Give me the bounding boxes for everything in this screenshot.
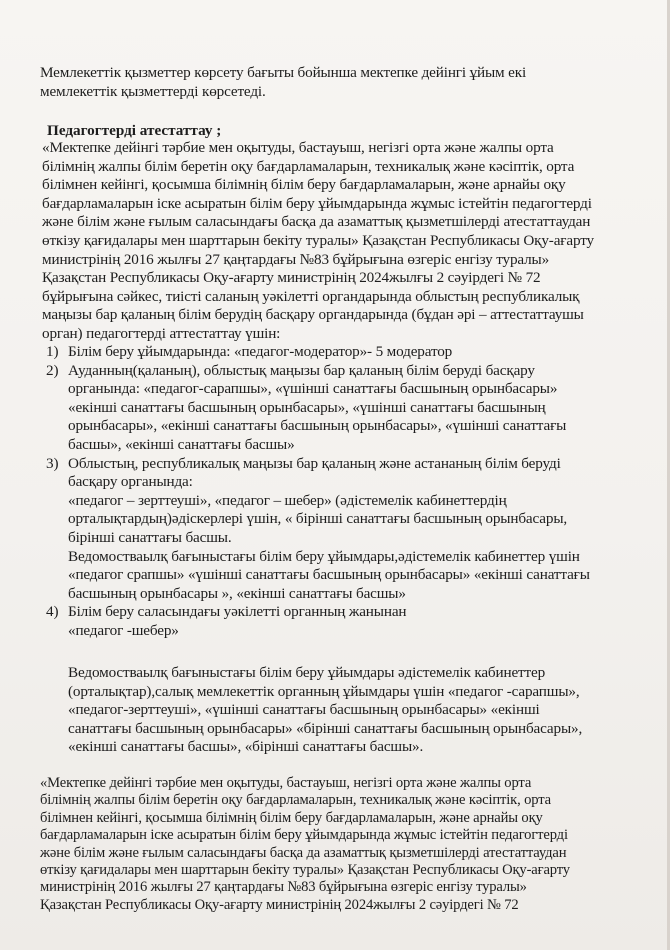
list-line: бірінші санаттағы басшы.	[68, 528, 232, 546]
intro-line: мемлекеттік қызметтерді көрсетеді.	[40, 82, 266, 100]
intro-line: Мемлекеттік қызметтер көрсету бағыты бойынша мектепке дейінгі ұйым екі	[40, 64, 527, 81]
paragraph-line: бағдарламаларын іске асыратын білім беру ұйымдарында жұмыс істейтін педагогтерді	[42, 194, 592, 212]
main-paragraph	[42, 139, 642, 344]
paragraph-line: өткізу қағидалары мен шарттарын бекіту туралы» Қазақстан Республикасы Оқу-ағарту	[42, 231, 594, 249]
paragraph-line: «екінші санаттағы басшы», «бірінші санаттағы басшы».	[68, 738, 424, 756]
list-line: органында: «педагог-сарапшы», «үшінші санаттағы басшының орынбасары»	[68, 380, 558, 398]
list-line: Білім беру ұйымдарында: «педагог-модератор»- 5 модератор	[68, 343, 453, 360]
list-line: Ауданның(қаланың), облыстық маңызы бар қаланың білім беруді басқару	[68, 361, 535, 379]
paragraph-line: «Мектепке дейінгі тәрбие мен оқытуды, бастауыш, негізгі орта және жалпы орта	[40, 775, 532, 791]
list-line: Білім беру саласындағы уәкілетті органның жанынан	[68, 603, 407, 621]
list-line: басшы», «екінші санаттағы басшы»	[68, 435, 295, 453]
list-line: «педагог -шебер»	[68, 621, 179, 639]
list-line: орталықтардың)әдіскерлері үшін, « бірінші санаттағы басшының орынбасары,	[68, 510, 568, 528]
paragraph-line: білімнің жалпы білім беретін оқу бағдарламаларын, техникалық және кәсіптік, орта	[42, 157, 575, 175]
paragraph-line: министрінің 2016 жылғы 27 қаңтардағы №83 бұйрығына өзгеріс енгізу туралы»	[40, 879, 527, 896]
list-line: «педагог – зерттеуші», «педагог – шебер» (әдістемелік кабинеттердің	[68, 491, 507, 509]
paragraph-line: «педагог-зерттеуші», «үшінші санаттағы басшының орынбасары» «екінші	[68, 701, 540, 719]
list-number: 1)	[46, 343, 59, 360]
list-item	[46, 455, 638, 604]
paragraph-line: және білім және ғылым саласындағы басқа да азаматтық қызметшілерді атестаттаудан	[42, 213, 591, 231]
paragraph-line: орган) педагогтерді аттестаттау үшін:	[42, 324, 281, 342]
paragraph-line: Қазақстан Республикасы Оқу-ағарту министрінің 2024жылғы 2 сәуірдегі № 72	[42, 269, 541, 287]
paragraph-line: білімнен кейінгі, қосымша білімнің білім беру бағдарламаларын, және арнайы оқу	[42, 176, 566, 194]
paragraph-line: «Мектепке дейінгі тәрбие мен оқытуды, бастауыш, негізгі орта және жалпы орта	[42, 139, 554, 156]
paragraph-line: министрінің 2016 жылғы 27 қаңтардағы №83 бұйрығына өзгеріс енгізу туралы»	[42, 250, 550, 268]
list-item	[46, 362, 638, 455]
paragraph-line: маңызы бар қаланың білім берудің басқару органдарында (бұдан әрі – аттестаттаушы	[42, 306, 584, 324]
paragraph-line: өткізу қағидалары мен шарттарын бекіту туралы» Қазақстан Республикасы Оқу-ағарту	[40, 862, 570, 879]
list-number: 4)	[46, 603, 59, 621]
list-line: «екінші санаттағы басшының орынбасары», «үшінші санаттағы басшының	[68, 398, 546, 416]
list-line: «педагог срапшы» «үшінші санаттағы басшының орынбасары» «екінші санаттағы	[68, 566, 590, 584]
list-item	[46, 603, 638, 640]
list-line: Облыстың, республикалық маңызы бар қаланың және астананың білім беруді	[68, 454, 561, 472]
intro-paragraph	[40, 64, 632, 101]
paragraph-line: санаттағы басшының орынбасары» «бірінші санаттағы басшының орынбасары»,	[68, 719, 583, 737]
final-paragraph	[40, 775, 640, 914]
paragraph-line: білімнен кейінгі, қосымша білімнің білім беру бағдарламаларын, және арнайы оқу	[40, 809, 543, 826]
paragraph-line: білімнің жалпы білім беретін оқу бағдарламаларын, техникалық және кәсіптік, орта	[40, 792, 551, 809]
extra-paragraph	[68, 664, 634, 757]
list-line: Ведомостваылқ бағыныстағы білім беру ұйымдары,әдістемелік кабинеттер үшін	[68, 547, 580, 565]
section-heading: Педагогтерді атестаттау ;	[47, 122, 222, 139]
list-line: басқару органында:	[68, 473, 193, 491]
list-line: орынбасары», «екінші санаттағы басшының орынбасары», «үшінші санаттағы	[68, 417, 567, 435]
paragraph-line: (орталықтар),салық мемлекеттік органның ұйымдары үшін «педагог -сарапшы»,	[68, 682, 580, 700]
paragraph-line: Ведомостваылқ бағыныстағы білім беру ұйымдары әдістемелік кабинеттер	[68, 664, 546, 681]
list-number: 2)	[46, 361, 59, 379]
paragraph-line: Қазақстан Республикасы Оқу-ағарту министрінің 2024жылғы 2 сәуірдегі № 72	[40, 896, 519, 913]
list-item	[46, 343, 638, 362]
paragraph-line: бағдарламаларын іске асыратын білім беру ұйымдарында жұмыс істейтін педагогтерді	[40, 827, 568, 844]
list-number: 3)	[46, 454, 59, 472]
list-line: басшының орынбасары », «екінші санаттағы басшы»	[68, 584, 406, 602]
paragraph-line: бұйрығына сәйкес, тиісті саланың уәкілетті органдарында облыстың республикалық	[42, 287, 580, 305]
numbered-list	[46, 343, 638, 641]
paragraph-line: және білім және ғылым саласындағы басқа да азаматтық қызметшілерді атестаттаудан	[40, 844, 567, 861]
